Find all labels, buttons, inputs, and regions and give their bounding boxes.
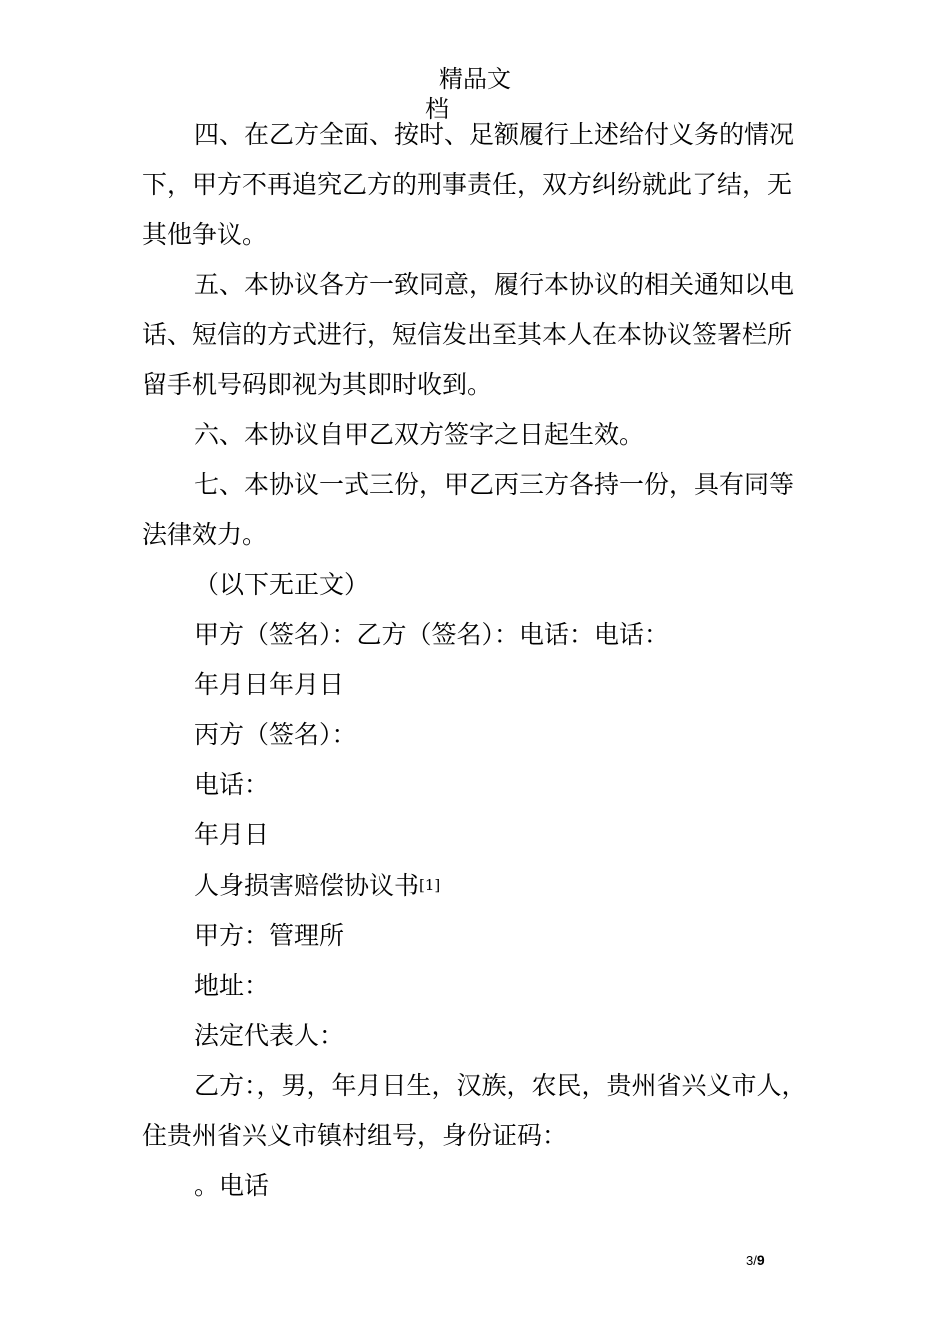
date-line-a-b: 年月日年月日 — [194, 670, 345, 699]
page-number-current: 3/ — [746, 1253, 757, 1268]
header-line-1: 精品文 — [439, 65, 511, 93]
header-line-2: 档 — [425, 95, 449, 123]
page-header — [0, 64, 950, 123]
signature-line-c: 丙方（签名）： — [194, 720, 357, 749]
clause-5: 五、本协议各方一致同意，履行本协议的相关通知以电话、短信的方式进行，短信发出至其本人在本协议签署栏所留手机号码即视为其即时收到。 — [142, 270, 795, 399]
second-agreement-title-text: 人身损害赔偿协议书 — [194, 871, 420, 900]
clause-7: 七、本协议一式三份，甲乙丙三方各持一份，具有同等法律效力。 — [142, 470, 795, 549]
phone-line-c: 电话： — [194, 770, 270, 799]
phone-tail-line: 。电话 — [194, 1171, 270, 1200]
party-a-line: 甲方：管理所 — [194, 921, 345, 950]
clause-6: 六、本协议自甲乙双方签字之日起生效。 — [194, 420, 645, 449]
legal-representative-line: 法定代表人： — [194, 1021, 345, 1050]
no-more-text-note: （以下无正文） — [194, 570, 370, 599]
address-line: 地址： — [194, 971, 270, 1000]
page-number-total: 9 — [756, 1252, 765, 1268]
party-b-line: 乙方：，男，年月日生，汉族，农民，贵州省兴义市人，住贵州省兴义市镇村组号，身份证码： — [142, 1071, 807, 1150]
page-number — [746, 1252, 765, 1268]
date-line-c: 年月日 — [194, 820, 270, 849]
signature-line-a-b: 甲方（签名）：乙方（签名）：电话：电话： — [194, 620, 670, 649]
clause-4: 四、在乙方全面、按时、足额履行上述给付义务的情况下，甲方不再追究乙方的刑事责任，双方纠纷就此了结，无其他争议。 — [142, 120, 795, 249]
second-agreement-title — [142, 860, 807, 911]
title-footnote-ref: [1] — [419, 876, 441, 894]
document-body — [142, 110, 807, 1211]
